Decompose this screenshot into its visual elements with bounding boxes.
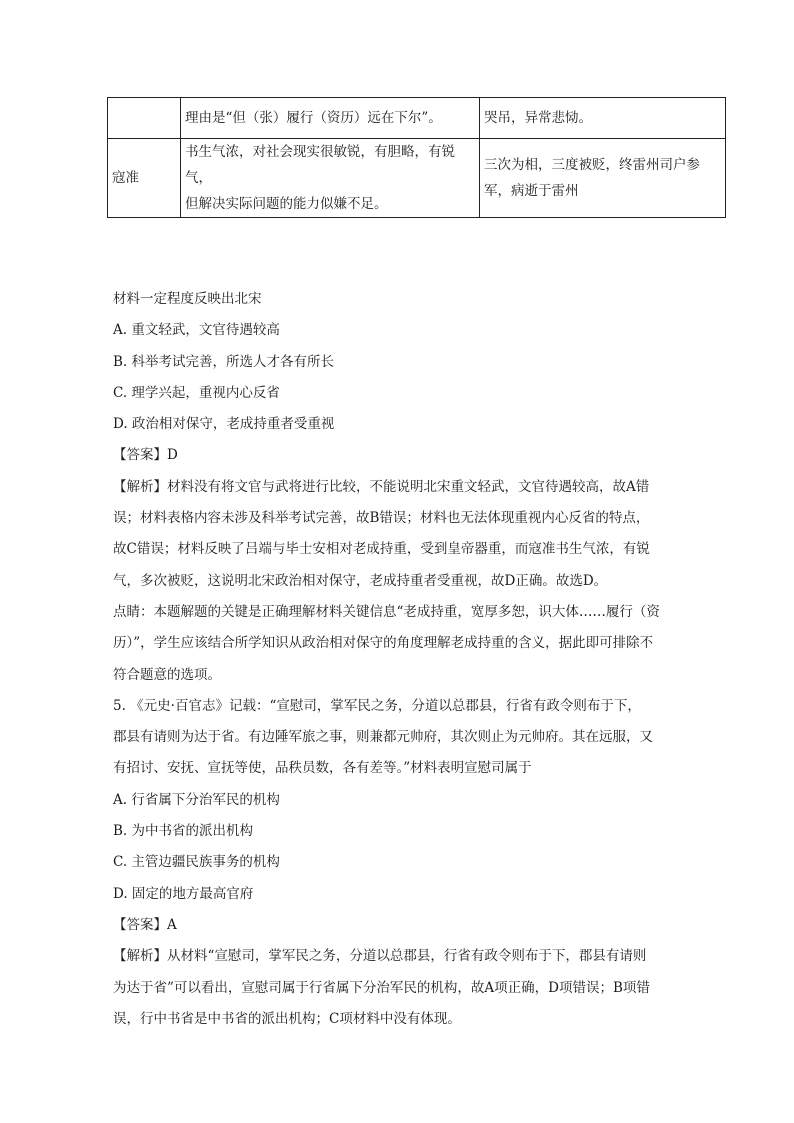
table-cell-outcome: 哭吊，异常悲恸。 <box>480 98 726 139</box>
q5-option-b: B. 为中书省的派出机构 <box>113 823 254 840</box>
q5-analysis-line: 【解析】从材料“宣慰司，掌军民之务，分道以总郡县，行省有政令则布于下，郡县有请则 <box>113 948 647 965</box>
q4-option-b: B. 科举考试完善，所选人才各有所长 <box>113 353 335 370</box>
table-cell-line: 书生气浓，对社会现实很敏锐，有胆略，有锐气， <box>185 144 455 186</box>
q5-option-c: C. 主管边疆民族事务的机构 <box>113 854 280 871</box>
q4-answer: 【答案】D <box>113 447 178 464</box>
q4-stem: 材料一定程度反映出北宋 <box>113 291 262 307</box>
table-cell-line: 但解决实际问题的能力似嫌不足。 <box>185 196 388 212</box>
question-body <box>113 284 693 1035</box>
q5-stem-line: 郡县有请则为达于省。有边陲军旅之事，则兼都元帅府，其次则止为元帅府。其在远服，又 <box>113 729 653 746</box>
q4-analysis-line: 故C错误；材料反映了吕端与毕士安相对老成持重，受到皇帝器重，而寇准书生气浓，有锐 <box>113 541 650 558</box>
q4-tip-line: 点睛：本题解题的关键是正确理解材料关键信息“老成持重，宽厚多恕，识大体……履行（资 <box>113 603 660 620</box>
q4-analysis-line: 气，多次被贬，这说明北宋政治相对保守，老成持重者受重视，故D正确。故选D。 <box>113 572 608 589</box>
q5-stem-line: 5. 《元史·百官志》记载：“宣慰司，掌军民之务，分道以总郡县，行省有政令则布于下， <box>113 697 641 714</box>
table-cell-line: 三次为相，三度被贬，终雷州司户参 <box>484 157 700 173</box>
q5-analysis-line: 误，行中书省是中书省的派出机构；C项材料中没有体现。 <box>113 1010 461 1027</box>
table-cell-line: 军，病逝于雷州 <box>484 183 579 199</box>
table-cell-reason: 理由是“但（张）履行（资历）远在下尔”。 <box>181 98 480 139</box>
comparison-table <box>107 97 726 218</box>
q4-option-a: A. 重文轻武，文官待遇较高 <box>113 322 280 339</box>
q4-analysis-line: 误；材料表格内容未涉及科举考试完善，故B错误；材料也无法体现重视内心反省的特点， <box>113 510 650 527</box>
q4-option-d: D. 政治相对保守，老成持重者受重视 <box>113 416 335 433</box>
table-cell-name: 寇准 <box>108 139 181 218</box>
table-cell-name <box>108 98 181 139</box>
q4-option-c: C. 理学兴起，重视内心反省 <box>113 384 280 401</box>
q4-analysis-line: 【解析】材料没有将文官与武将进行比较，不能说明北宋重文轻武，文官待遇较高，故A错 <box>113 478 650 495</box>
q4-tip-line: 历）”，学生应该结合所学知识从政治相对保守的角度理解老成持重的含义，据此即可排除不 <box>113 635 654 652</box>
q5-option-a: A. 行省属下分治军民的机构 <box>113 791 280 808</box>
table-row <box>108 139 726 218</box>
q5-stem-line: 有招讨、安抚、宣抚等使，品秩员数，各有差等。”材料表明宣慰司属于 <box>113 760 532 777</box>
q5-answer: 【答案】A <box>113 916 177 933</box>
q5-analysis-line: 为达于省”可以看出，宣慰司属于行省属下分治军民的机构，故A项正确，D项错误；B项错 <box>113 979 650 996</box>
q4-tip-line: 符合题意的选项。 <box>113 666 221 683</box>
q5-option-d: D. 固定的地方最高官府 <box>113 885 254 902</box>
table-cell-reason <box>181 139 480 218</box>
table-row <box>108 98 726 139</box>
table-cell-outcome <box>480 139 726 218</box>
